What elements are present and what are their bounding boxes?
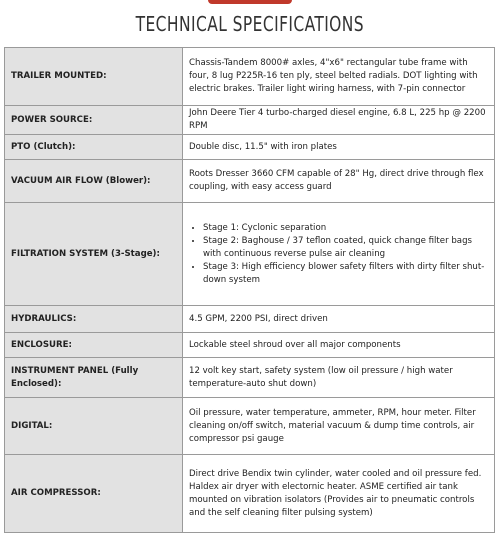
table-row [5,358,495,398]
spec-label: ENCLOSURE: [5,333,183,358]
table-row [5,106,495,135]
spec-value: Roots Dresser 3660 CFM capable of 28" Hg, direct drive through flex coupling, with easy access guard [183,160,495,203]
table-row [5,48,495,106]
spec-value: 4.5 GPM, 2200 PSI, direct driven [183,306,495,333]
table-row [5,455,495,533]
spec-value-list [183,203,495,306]
list-item: • Stage 1: Cyclonic separation [203,222,488,235]
spec-table [4,47,495,533]
spec-value: John Deere Tier 4 turbo-charged diesel engine, 6.8 L, 225 hp @ 2200 RPM [183,106,495,135]
spec-value: Double disc, 11.5" with iron plates [183,135,495,160]
spec-value: Direct drive Bendix twin cylinder, water cooled and oil pressure fed. Haldex air dryer with electornic heater. ASME certified air tank mounted on vibration isolators (Provides air to pneumatic controls and the self cleaning filter pulsing system) [183,455,495,533]
list-item: • Stage 3: High efficiency blower safety filters with dirty filter shut-down system [203,261,488,287]
spec-value: Lockable steel shroud over all major components [183,333,495,358]
spec-label: HYDRAULICS: [5,306,183,333]
table-row [5,160,495,203]
table-row [5,398,495,455]
spec-value: Oil pressure, water temperature, ammeter, RPM, hour meter. Filter cleaning on/off switch, material vacuum & dump time controls, air compressor psi gauge [183,398,495,455]
spec-label: INSTRUMENT PANEL (Fully Enclosed): [5,358,183,398]
title-bar [5,4,495,48]
table-row [5,306,495,333]
spec-label: PTO (Clutch): [5,135,183,160]
spec-label: VACUUM AIR FLOW (Blower): [5,160,183,203]
spec-label: AIR COMPRESSOR: [5,455,183,533]
table-row [5,135,495,160]
spec-label: DIGITAL: [5,398,183,455]
table-row [5,333,495,358]
table-row [5,203,495,306]
page-title: TECHNICAL SPECIFICATIONS [135,12,365,36]
spec-label: POWER SOURCE: [5,106,183,135]
filtration-stage-list [189,222,488,287]
spec-label: FILTRATION SYSTEM (3-Stage): [5,203,183,306]
list-item: • Stage 2: Baghouse / 37 teflon coated, quick change filter bags with continuous reverse pulse air cleaning [203,235,488,261]
spec-value: 12 volt key start, safety system (low oil pressure / high water temperature-auto shut down) [183,358,495,398]
spec-label: TRAILER MOUNTED: [5,48,183,106]
spec-value: Chassis-Tandem 8000# axles, 4"x6" rectangular tube frame with four, 8 lug P225R-16 ten ply, steel belted radials. DOT lighting with electric brakes. Trailer light wiring harness, with 7-pin connector [183,48,495,106]
